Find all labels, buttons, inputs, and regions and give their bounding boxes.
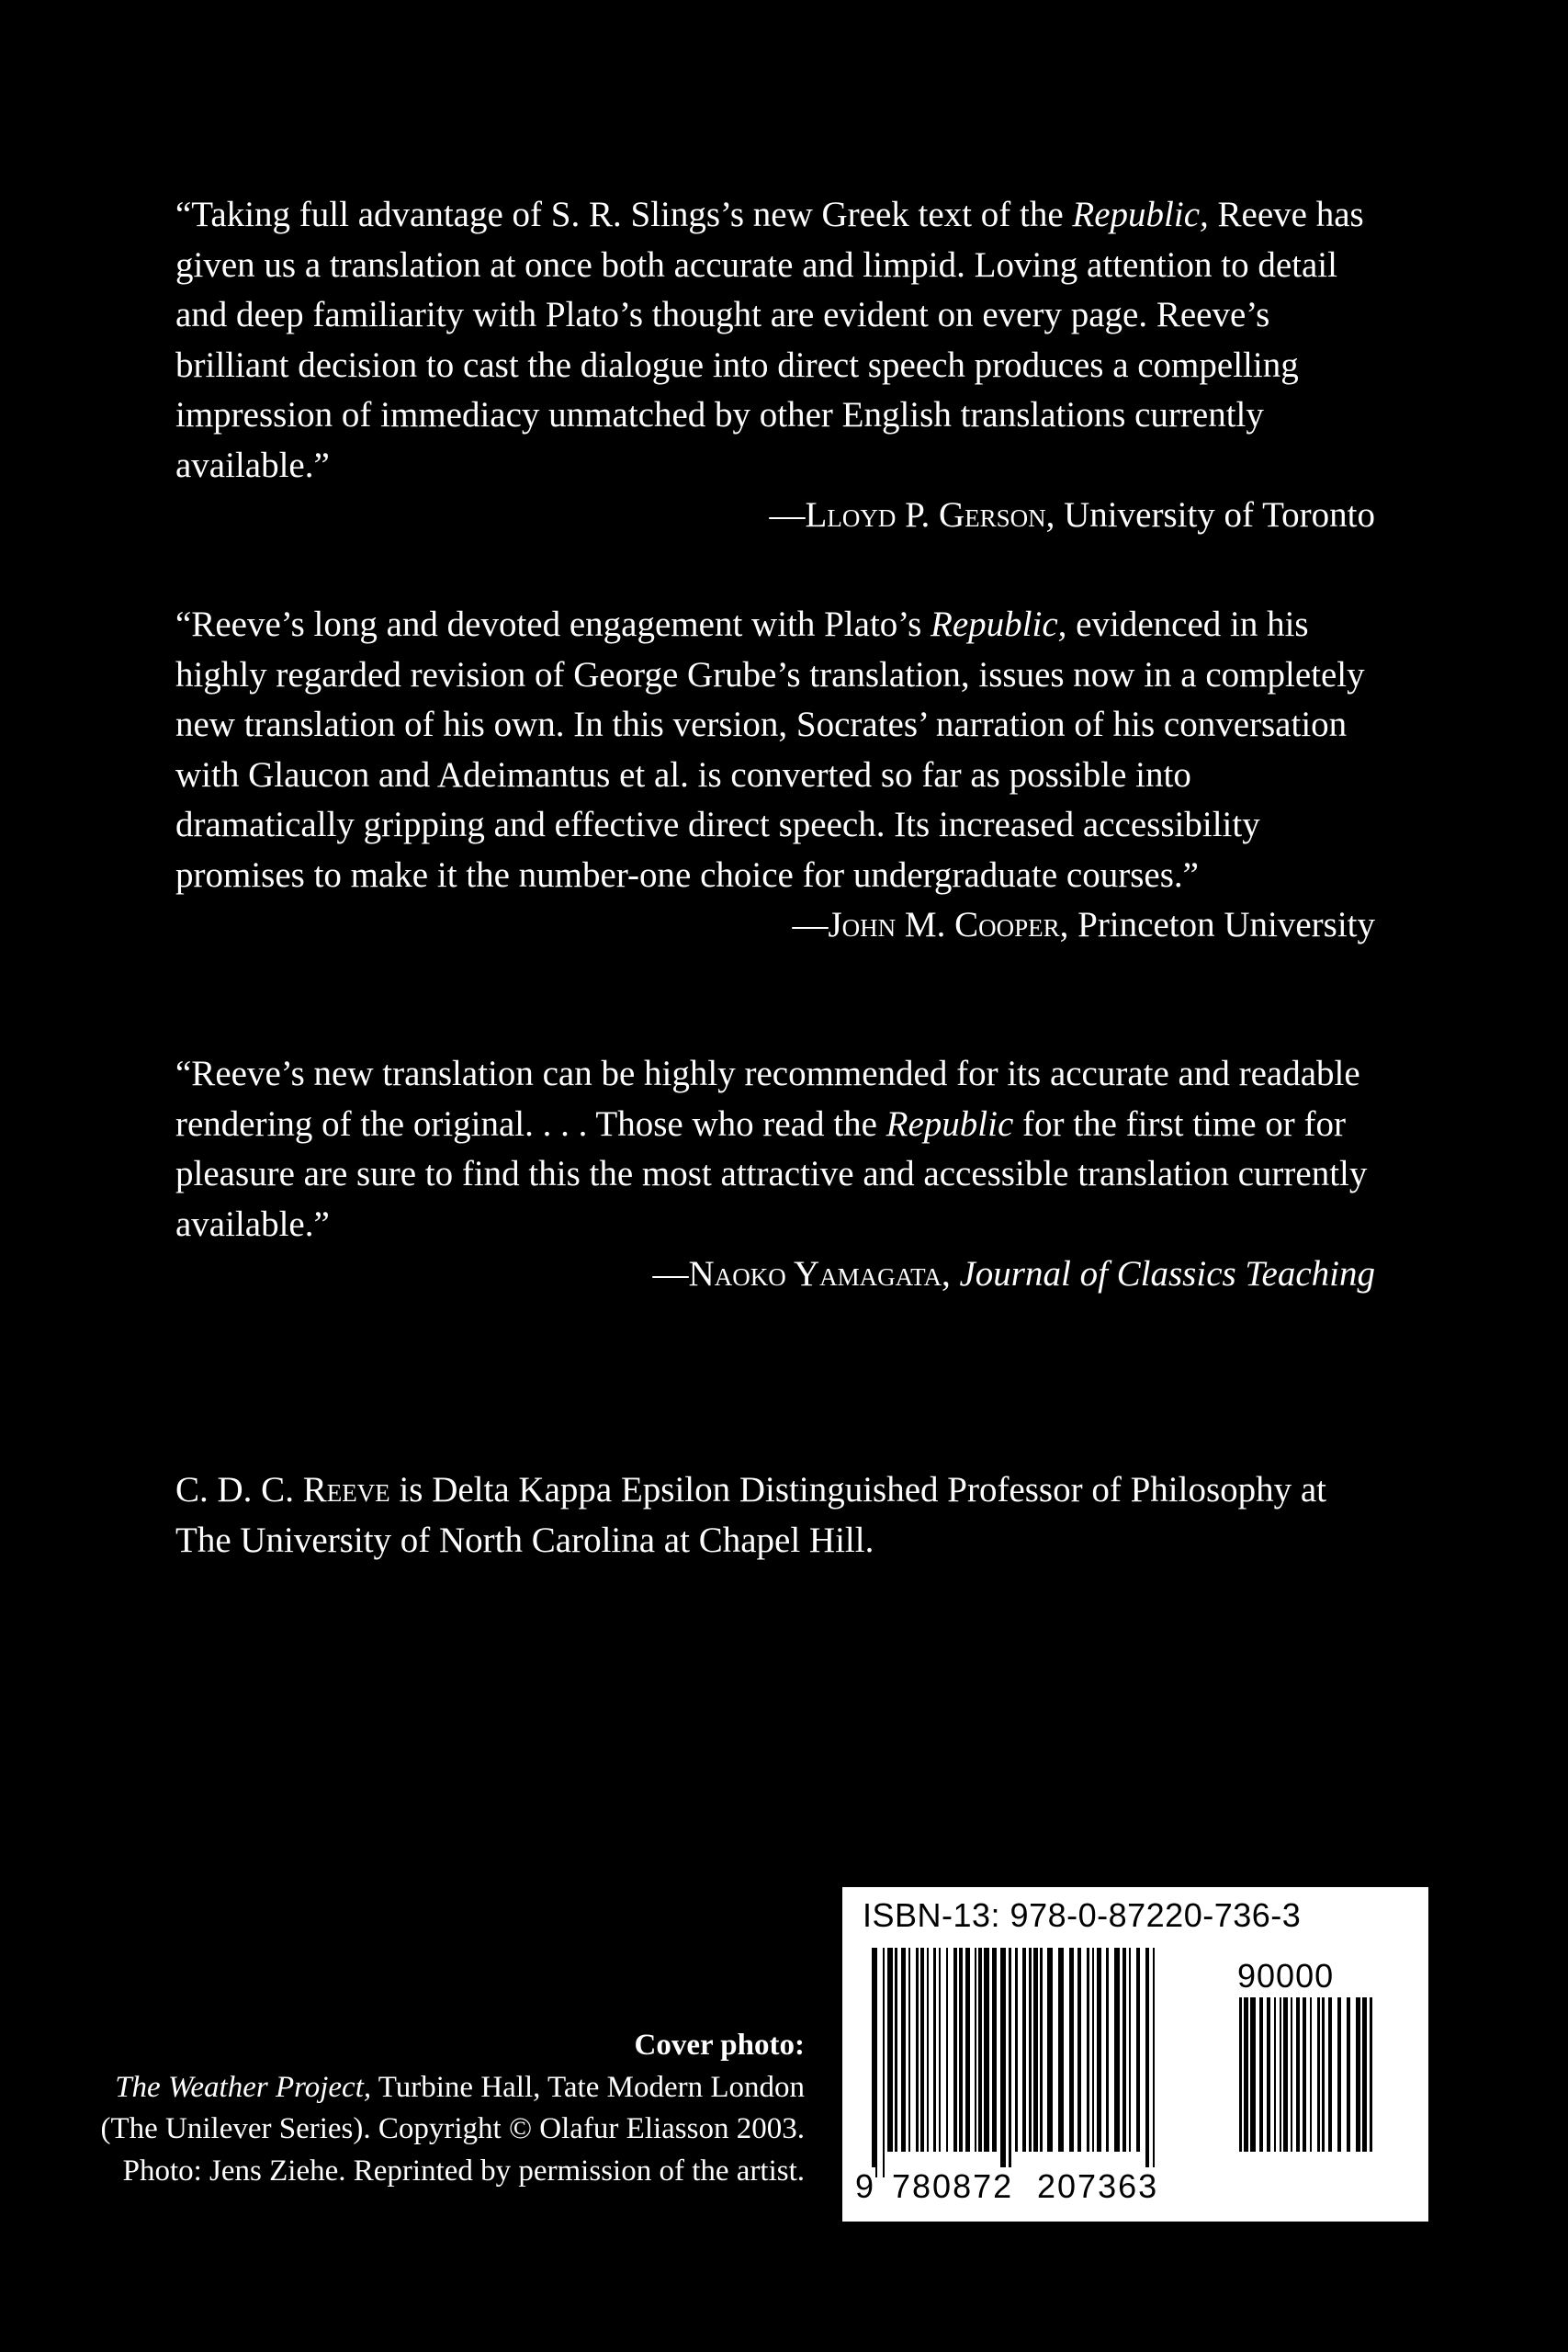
endorser-name: John M. Cooper: [828, 905, 1060, 944]
barcode-bar: [1322, 1997, 1325, 2152]
endorsement-attribution: —Naoko Yamagata, Journal of Classics Teaching: [652, 1254, 1375, 1294]
barcode-bar: [901, 1948, 906, 2152]
barcode-bar: [953, 1948, 957, 2152]
barcode-bar: [1047, 1948, 1053, 2152]
barcode-bar: [975, 1948, 976, 2152]
barcode-bar: [1009, 1948, 1011, 2177]
barcode-bar: [1347, 1997, 1350, 2152]
barcode-bar: [1145, 1948, 1149, 2177]
barcode-bar: [1328, 1997, 1332, 2152]
endorsement-1: [175, 190, 1375, 541]
barcode-bar: [1092, 1948, 1094, 2152]
barcode-bar: [1058, 1948, 1064, 2152]
barcode-bar: [1136, 1948, 1140, 2152]
barcode-bar: [992, 1948, 997, 2152]
barcode-bar: [1040, 1948, 1043, 2152]
barcode-bar: [1337, 1997, 1341, 2152]
barcode-bar: [1291, 1997, 1292, 2152]
ean-barcode-bars: [870, 1948, 1219, 2177]
barcode-bar: [1097, 1948, 1101, 2152]
barcode-bar: [965, 1948, 970, 2152]
ean-first-digit: 9: [855, 2167, 876, 2205]
endorser-affiliation: Journal of Classics Teaching: [959, 1254, 1375, 1294]
endorsement-3: [175, 1049, 1375, 1300]
price-code: 90000: [1237, 1957, 1335, 1995]
barcode-bar: [1317, 1997, 1320, 2152]
endorsement-attribution: —Lloyd P. Gerson, University of Toronto: [769, 495, 1375, 535]
author-bio: [175, 1464, 1375, 1566]
barcode-bar: [908, 1948, 910, 2152]
barcode-bar: [1015, 1948, 1018, 2152]
barcode-bar: [939, 1948, 941, 2152]
endorsement-attribution: —John M. Cooper, Princeton University: [792, 905, 1375, 944]
barcode-bar: [1296, 1997, 1300, 2152]
barcode-bar: [1033, 1948, 1038, 2152]
endorser-affiliation: , Princeton University: [1059, 905, 1375, 944]
endorsement-text: “Reeve’s new translation can be highly recommended for its accurate and readable rendering of the original. . . . Those who read the Republic for the first time or for pleasure are sure to find this the most attractive and accessible translation currently available.”: [175, 1054, 1368, 1244]
ean-right-digits: 207363: [1037, 2167, 1159, 2205]
barcode-bar: [887, 1948, 893, 2152]
isbn-barcode: [842, 1887, 1428, 2222]
isbn-label: ISBN-13: 978-0-87220-736-3: [863, 1896, 1302, 1934]
barcode-bar: [1310, 1997, 1312, 2152]
ean-left-digits: 780872: [892, 2167, 1014, 2205]
barcode-bar: [927, 1948, 929, 2152]
barcode-bar: [1239, 1997, 1242, 2152]
barcode-bar: [933, 1948, 936, 2152]
barcode-bar: [1129, 1948, 1131, 2152]
barcode-bar: [946, 1948, 948, 2152]
endorsement-text: “Taking full advantage of S. R. Slings’s new Greek text of the Republic, Reeve has given us a translation at once both accurate and limpid. Loving attention to detail and deep familiarity with Plato’s thought are evident on every page. Reeve’s brilliant decision to cast the dialogue into direct speech produces a compelling impression of immediacy unmatched by other English translations currently available.”: [175, 195, 1364, 485]
barcode-bar: [916, 1948, 919, 2152]
barcode-bar: [1153, 1948, 1155, 2177]
barcode-bar: [1250, 1997, 1256, 2152]
author-bio-text: is Delta Kappa Epsilon Distinguished Professor of Philosophy at The University of North Carolina at Chapel Hill.: [175, 1470, 1327, 1560]
cover-photo-credit: [92, 2025, 805, 2192]
cover-credit-text: The Weather Project, Turbine Hall, Tate Modern London (The Unilever Series). Copyright © Olafur Eliasson 2003. Photo: Jens Ziehe. Reprinted by permission of the artist.: [100, 2070, 805, 2188]
barcode-bar: [895, 1948, 897, 2152]
barcode-bar: [1356, 1997, 1360, 2152]
barcode-bar: [1029, 1948, 1032, 2152]
endorsement-2: [175, 600, 1375, 951]
barcode-bar: [1267, 1997, 1270, 2152]
barcode-bar: [1362, 1997, 1367, 2152]
barcode-bar: [1106, 1948, 1109, 2152]
addon-barcode-bars: [1237, 1997, 1412, 2177]
barcode-bar: [1370, 1997, 1372, 2152]
endorser-name: Naoko Yamagata: [688, 1254, 942, 1294]
endorser-affiliation: , University of Toronto: [1045, 495, 1375, 535]
cover-credit-heading: Cover photo:: [634, 2029, 805, 2062]
barcode-bar: [978, 1948, 982, 2152]
barcode-bar: [984, 1948, 989, 2152]
barcode-bar: [1022, 1948, 1026, 2152]
barcode-bar: [1283, 1997, 1288, 2152]
barcode-bar: [1087, 1948, 1089, 2152]
endorsement-text: “Reeve’s long and devoted engagement with Plato’s Republic, evidenced in his highly regarded revision of George Grube’s translation, issues now in a completely new translation of his own. In this version, Socrates’ narration of his conversation with Glaucon and Adeimantus et al. is converted so far as possible into dramatically gripping and effective direct speech. Its increased accessibility promises to make it the number-one choice for undergraduate courses.”: [175, 605, 1365, 895]
barcode-bar: [872, 1948, 877, 2177]
barcode-bar: [1077, 1948, 1081, 2152]
barcode-bar: [883, 1948, 885, 2177]
endorser-name: Lloyd P. Gerson: [805, 495, 1046, 535]
barcode-bar: [959, 1948, 963, 2152]
barcode-bar: [1244, 1997, 1248, 2152]
barcode-bar: [1069, 1948, 1074, 2152]
barcode-bar: [1114, 1948, 1120, 2152]
barcode-bar: [920, 1948, 924, 2152]
barcode-bar: [1274, 1997, 1276, 2152]
author-name: C. D. C. Reeve: [175, 1470, 390, 1510]
barcode-bar: [1259, 1997, 1263, 2152]
barcode-bar: [1000, 1948, 1006, 2177]
barcode-bar: [1122, 1948, 1126, 2152]
barcode-bar: [1280, 1997, 1281, 2152]
barcode-bar: [1303, 1997, 1306, 2152]
